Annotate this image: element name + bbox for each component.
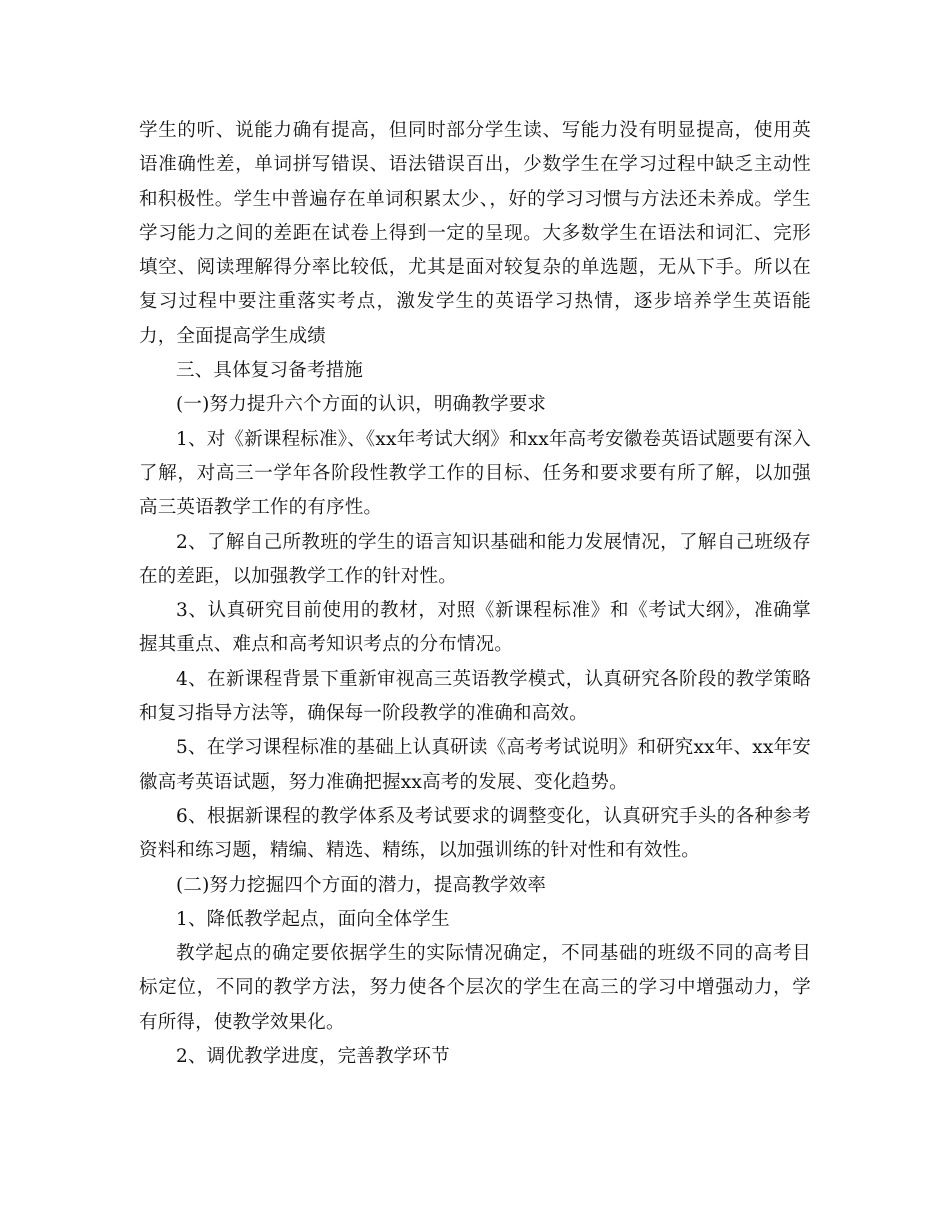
paragraph-point-1-body: 教学起点的确定要依据学生的实际情况确定，不同基础的班级不同的高考目标定位，不同的教学方法，努力使各个层次的学生在高三的学习中增强动力，学有所得，使教学效果化。 bbox=[139, 943, 811, 1033]
document-body bbox=[139, 114, 811, 1074]
paragraph-item-6: 6、根据新课程的教学体系及考试要求的调整变化，认真研究手头的各种参考资料和练习题，精编、精选、精练，以加强训练的针对性和有效性。 bbox=[139, 805, 811, 862]
paragraph-point-2-title: 2、调优教学进度，完善教学环节 bbox=[176, 1046, 450, 1068]
subheading-six-aspects: (一)努力提升六个方面的认识，明确教学要求 bbox=[176, 394, 547, 416]
paragraph-item-3: 3、认真研究目前使用的教材，对照《新课程标准》和《考试大纲》，准确掌握其重点、难点和高考知识考点的分布情况。 bbox=[139, 600, 811, 656]
paragraph-item-4: 4、在新课程背景下重新审视高三英语教学模式，认真研究各阶段的教学策略和复习指导方法等，确保每一阶段教学的准确和高效。 bbox=[139, 668, 811, 725]
paragraph-item-1: 1、对《新课程标准》、《xx年考试大纲》和xx年高考安徽卷英语试题要有深入了解，对高三一学年各阶段性教学工作的目标、任务和要求要有所了解，以加强高三英语教学工作的有序性。 bbox=[139, 428, 811, 519]
section-heading-measures: 三、具体复习备考措施 bbox=[176, 360, 364, 382]
subheading-four-potentials: (二)努力挖掘四个方面的潜力，提高教学效率 bbox=[176, 874, 547, 896]
paragraph-item-2: 2、了解自己所教班的学生的语言知识基础和能力发展情况，了解自己班级存在的差距，以加强教学工作的针对性。 bbox=[139, 531, 811, 587]
paragraph-learning-status: 学生的听、说能力确有提高，但同时部分学生读、写能力没有明显提高，使用英语准确性差，单词拼写错误、语法错误百出，少数学生在学习过程中缺乏主动性和积极性。学生中普遍存在单词积累太少、，好的学习习惯与方法还未养成。学生学习能力之间的差距在试卷上得到一定的呈现。大多数学生在语法和词汇、完形填空、阅读理解得分率比较低，尤其是面对较复杂的单选题，无从下手。所以在复习过程中要注重落实考点，激发学生的英语学习热情，逐步培养学生英语能力，全面提高学生成绩 bbox=[139, 120, 811, 347]
paragraph-item-5: 5、在学习课程标准的基础上认真研读《高考考试说明》和研究xx年、xx年安徽高考英语试题，努力准确把握xx高考的发展、变化趋势。 bbox=[139, 737, 811, 793]
paragraph-point-1-title: 1、降低教学起点，面向全体学生 bbox=[176, 908, 450, 930]
